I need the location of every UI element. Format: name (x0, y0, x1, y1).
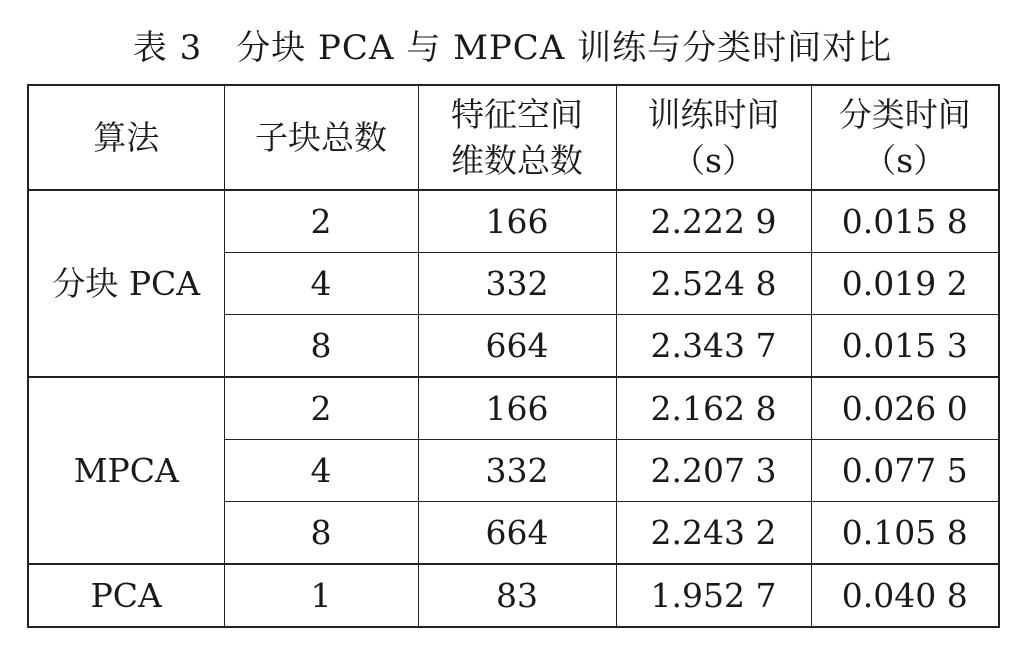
table-row (28, 190, 999, 253)
cell-algorithm: PCA (28, 564, 224, 627)
cell-classify-time: 0.015 3 (811, 315, 999, 378)
table-title: 分块 PCA 与 MPCA 训练与分类时间对比 (236, 28, 893, 68)
cell-classify-time: 0.019 2 (811, 253, 999, 315)
cell-dims: 332 (418, 253, 616, 315)
header-classify-time-line1: 分类时间 (838, 94, 971, 134)
cell-train-time: 2.222 9 (616, 190, 811, 253)
cell-classify-time: 0.026 0 (811, 377, 999, 440)
cell-subblocks: 4 (224, 440, 418, 502)
cell-dims: 664 (418, 315, 616, 378)
cell-classify-time: 0.015 8 (811, 190, 999, 253)
cell-subblocks: 8 (224, 315, 418, 378)
cell-dims: 664 (418, 502, 616, 565)
cell-dims: 332 (418, 440, 616, 502)
cell-classify-time: 0.040 8 (811, 564, 999, 627)
cell-subblocks: 8 (224, 502, 418, 565)
cell-dims: 83 (418, 564, 616, 627)
table-caption (0, 22, 1025, 74)
cell-classify-time: 0.077 5 (811, 440, 999, 502)
cell-dims: 166 (418, 377, 616, 440)
cell-train-time: 1.952 7 (616, 564, 811, 627)
cell-subblocks: 2 (224, 377, 418, 440)
header-train-time-line1: 训练时间 (647, 94, 780, 134)
header-feature-dim-line2: 维数总数 (451, 140, 583, 180)
comparison-table (27, 84, 1000, 628)
table-row (28, 564, 999, 627)
cell-algorithm: 分块 PCA (28, 190, 224, 377)
cell-algorithm: MPCA (28, 377, 224, 564)
header-feature-dim (418, 85, 616, 190)
cell-train-time: 2.343 7 (616, 315, 811, 378)
cell-subblocks: 2 (224, 190, 418, 253)
cell-train-time: 2.162 8 (616, 377, 811, 440)
header-feature-dim-line1: 特征空间 (451, 94, 583, 134)
cell-subblocks: 1 (224, 564, 418, 627)
cell-train-time: 2.524 8 (616, 253, 811, 315)
cell-classify-time: 0.105 8 (811, 502, 999, 565)
cell-train-time: 2.207 3 (616, 440, 811, 502)
cell-train-time: 2.243 2 (616, 502, 811, 565)
header-classify-time (811, 85, 999, 190)
header-train-time-line2: （s） (672, 140, 755, 180)
cell-dims: 166 (418, 190, 616, 253)
cell-subblocks: 4 (224, 253, 418, 315)
header-train-time (616, 85, 811, 190)
table-row (28, 377, 999, 440)
header-classify-time-line2: （s） (863, 140, 947, 180)
header-subblocks: 子块总数 (224, 85, 418, 190)
header-row (28, 85, 999, 190)
header-algorithm: 算法 (28, 85, 224, 190)
table-number: 表 3 (132, 28, 203, 68)
